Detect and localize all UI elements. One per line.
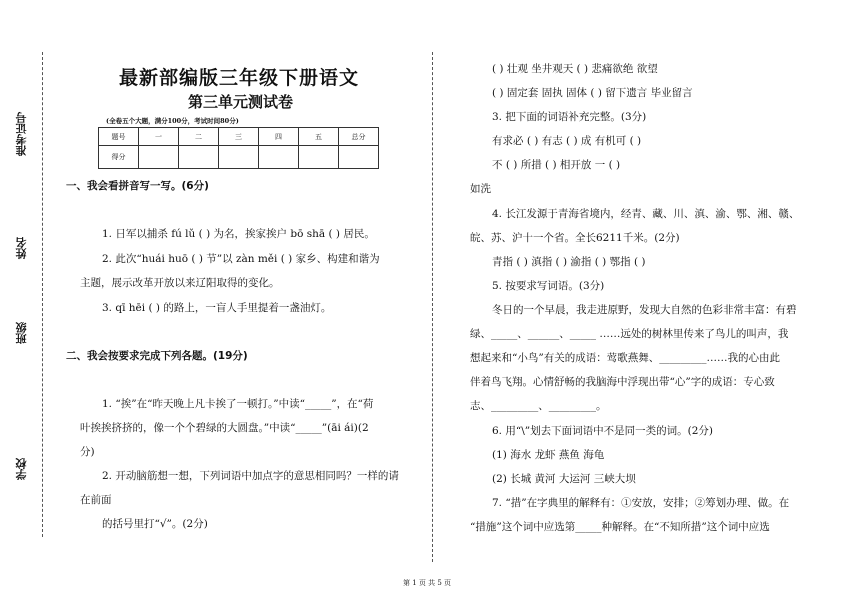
right-line-8: 皖、苏、沪十一个省。全长6211千米。(2分): [470, 232, 680, 244]
right-line-13: 想起来和“小鸟”有关的成语：莺歌燕舞、_________……我的心由此: [470, 352, 780, 364]
question-2-2: 2. 开动脑筋想一想，下列词语中加点字的意思相同吗？一样的请: [102, 470, 399, 482]
school-label: 学校: [15, 458, 28, 480]
score-cell[interactable]: [339, 146, 379, 169]
class-label: 班级: [15, 322, 28, 344]
right-line-2: ( ) 固定套 固执 固体 ( ) 留下遗言 毕业留言: [492, 87, 693, 99]
score-cell[interactable]: [139, 146, 179, 169]
score-header-cell: 总分: [339, 128, 379, 146]
score-header-cell: 三: [219, 128, 259, 146]
question-1-2: 2. 此次“huái huō ( ) 节”以 zàn měi ( ) 家乡、构建和谐为: [102, 253, 380, 265]
score-header-cell: 二: [179, 128, 219, 146]
score-cell[interactable]: [219, 146, 259, 169]
right-line-12: 绿、_____、______、_____ ……远处的树林里传来了鸟儿的叫声，我: [470, 328, 789, 340]
question-2-1-cont2: 分): [80, 446, 95, 458]
section-2-heading: 二、我会按要求完成下列各题。(19分): [66, 350, 248, 362]
section-1-heading: 一、我会看拼音写一写。(6分): [66, 180, 209, 192]
score-header-cell: 四: [259, 128, 299, 146]
score-header-cell: 题号: [99, 128, 139, 146]
score-row-label: 得分: [99, 146, 139, 169]
score-cell[interactable]: [179, 146, 219, 169]
binding-line: [42, 52, 43, 537]
right-line-14: 伴着鸟飞翔。心情舒畅的我脑海中浮现出带“心”字的成语：专心致: [470, 376, 775, 388]
score-header-cell: 一: [139, 128, 179, 146]
score-header-cell: 五: [299, 128, 339, 146]
score-cell[interactable]: [259, 146, 299, 169]
right-line-1: ( ) 壮观 坐井观天 ( ) 悲痛欲绝 欲望: [492, 63, 658, 75]
question-2-1-cont: 叶挨挨挤挤的，像一个个碧绿的大圆盘。”中读“_____”(āi ái)(2: [80, 422, 369, 434]
question-2-2-cont2: 的括号里打“√”。(2分): [102, 518, 208, 530]
question-2-2-cont: 在前面: [80, 494, 112, 506]
right-line-18: (2) 长城 黄河 大运河 三峡大坝: [492, 473, 636, 485]
question-2-6: 6. 用“\”划去下面词语中不是同一类的词。(2分): [492, 425, 714, 437]
page-subtitle: 第三单元测试卷: [188, 93, 294, 111]
exam-number-label: 准考证号: [15, 112, 28, 156]
question-1-3: 3. qī hēi ( ) 的路上，一盲人手里提着一盏油灯。: [102, 302, 332, 314]
column-divider: [432, 52, 433, 562]
right-line-20: “措施”这个词中应选第_____种解释。在“不知所措”这个词中应选: [470, 521, 770, 533]
question-2-1: 1. “挨”在“昨天晚上凡卡挨了一顿打。”中读“_____”，在“荷: [102, 398, 374, 410]
right-line-15: 志、_________、_________。: [470, 400, 607, 412]
page-footer: 第 1 页 共 5 页: [403, 579, 452, 587]
right-line-6: 如洗: [470, 183, 491, 195]
right-line-17: (1) 海水 龙虾 燕鱼 海龟: [492, 449, 605, 461]
right-line-9: 青指 ( ) 滇指 ( ) 渝指 ( ) 鄂指 ( ): [492, 256, 646, 268]
right-line-11: 冬日的一个早晨，我走进原野，发现大自然的色彩非常丰富：有碧: [492, 304, 797, 316]
right-line-4: 有求必 ( ) 有志 ( ) 成 有机可 ( ): [492, 135, 642, 147]
score-table: [98, 127, 379, 169]
page-title: 最新部编版三年级下册语文: [119, 67, 360, 89]
question-1-1: 1. 日军以捕杀 fú lǔ ( ) 为名，挨家挨户 bō shā ( ) 居民。: [102, 228, 375, 240]
name-label: 姓名: [15, 237, 28, 259]
question-1-2-cont: 主题，展示改革开放以来辽阳取得的变化。: [80, 277, 280, 289]
right-line-5: 不 ( ) 所措 ( ) 相开放 一 ( ): [492, 159, 621, 171]
score-cell[interactable]: [299, 146, 339, 169]
question-2-7: 7. “措”在字典里的解释有：①安放，安排；②筹划办理、做。在: [492, 497, 790, 509]
exam-note: (全卷五个大题，满分100分，考试时间80分): [106, 117, 239, 125]
question-2-3: 3. 把下面的词语补充完整。(3分): [492, 111, 647, 123]
question-2-5: 5. 按要求写词语。(3分): [492, 280, 605, 292]
question-2-4: 4. 长江发源于青海省境内，经青、藏、川、滇、渝、鄂、湘、赣、: [492, 208, 800, 220]
